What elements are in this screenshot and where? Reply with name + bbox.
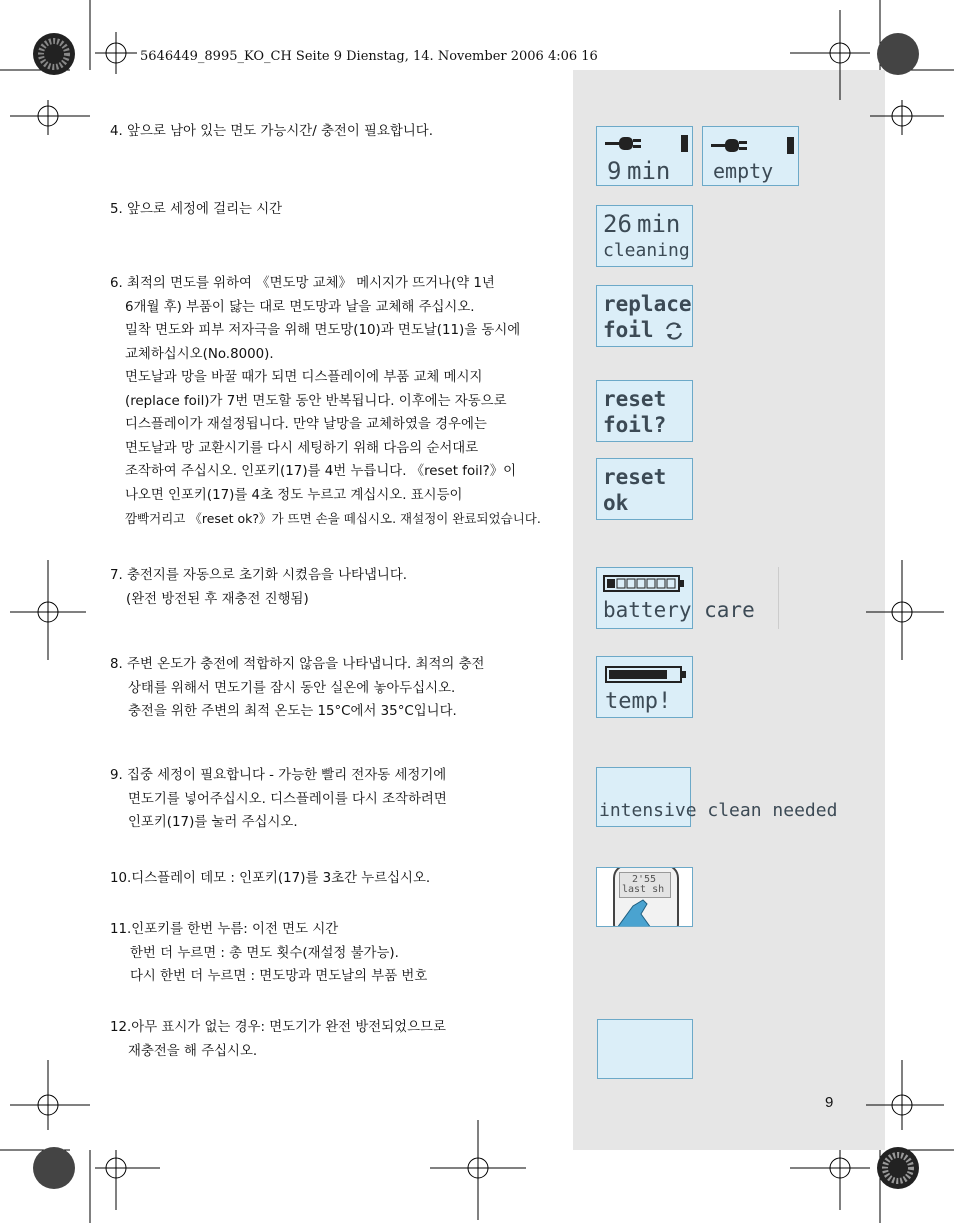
- lcd-9min: [596, 126, 693, 186]
- item-12: [110, 1016, 446, 1063]
- item-6: [110, 272, 541, 531]
- item-6-line: 6. 최적의 면도를 위하여 《면도망 교체》 메시지가 뜨거나(약 1년: [110, 276, 495, 291]
- item-8-line: 충전을 위한 주변의 최적 온도는 15°C에서 35°C입니다.: [128, 704, 457, 719]
- item-11-line: 다시 한번 더 누르면 : 면도망과 면도날의 부품 번호: [130, 969, 428, 984]
- item-12-line: 12.아무 표시가 없는 경우: 면도기가 완전 방전되었으므로: [110, 1020, 446, 1035]
- lcd-unit: min: [637, 210, 681, 238]
- item-5-line: 5. 앞으로 세정에 걸리는 시간: [110, 202, 283, 217]
- item-9: [110, 764, 447, 835]
- lcd-value: 9: [607, 157, 622, 185]
- item-6-line: 디스플레이가 재설정됩니다. 만약 날망을 교체하였을 경우에는: [125, 417, 487, 432]
- item-7-line: 7. 충전지를 자동으로 초기화 시켰음을 나타냅니다.: [110, 568, 408, 583]
- item-10-line: 10.디스플레이 데모 : 인포키(17)를 3초간 누르십시오.: [110, 871, 431, 886]
- battery-icon: [603, 574, 687, 594]
- lcd-text: foil?: [603, 413, 667, 437]
- item-10: [110, 867, 430, 891]
- item-11: [110, 918, 427, 989]
- plug-icon: [711, 135, 795, 157]
- lcd-text: temp!: [605, 689, 672, 714]
- item-6-line: 면도날과 망 교환시기를 다시 세팅하기 위해 다음의 순서대로: [125, 440, 479, 456]
- lcd-text: last sh: [622, 884, 665, 895]
- lcd-reset-foil: [596, 380, 693, 442]
- item-8-line: 8. 주변 온도가 충전에 적합하지 않음을 나타냅니다. 최적의 충전: [110, 657, 485, 672]
- print-header: 5646449_8995_KO_CH Seite 9 Dienstag, 14. November 2006 4:06 16: [140, 49, 598, 64]
- lcd-value: 26: [603, 210, 632, 238]
- lcd-text: replace: [603, 292, 692, 316]
- lcd-temp: [596, 656, 693, 718]
- lcd-blank: [597, 1019, 693, 1079]
- lcd-text: reset: [603, 465, 667, 489]
- lcd-empty: [702, 126, 799, 186]
- item-5: [110, 198, 282, 222]
- item-6-line: 깜빡거리고 《reset ok?》가 뜨면 손을 떼십시오. 재설정이 완료되었습니다.: [125, 511, 541, 526]
- refresh-icon: [663, 320, 685, 342]
- item-8-line: 상태를 위해서 면도기를 잠시 동안 실온에 놓아두십시오.: [128, 680, 456, 696]
- item-6-line: 조작하여 주십시오. 인포키(17)를 4번 누릅니다. 《reset foil?》이: [125, 464, 517, 479]
- lcd-cleaning: [596, 205, 693, 267]
- item-6-line: 6개월 후) 부품이 닳는 대로 면도망과 날을 교체해 주십시오.: [125, 299, 475, 315]
- lcd-text: battery care: [603, 598, 755, 622]
- lcd-reset-ok: [596, 458, 693, 520]
- item-6-line: 교체하십시오(No.8000).: [125, 346, 274, 362]
- lcd-unit: min: [627, 157, 671, 185]
- lcd-text: cleaning: [603, 240, 690, 261]
- lcd-text: empty: [713, 159, 774, 183]
- lcd-text: intensive clean needed: [599, 800, 838, 821]
- plug-icon: [605, 133, 689, 155]
- item-6-line: 면도날과 망을 바꿀 때가 되면 디스플레이에 부품 교체 메시지: [125, 370, 483, 385]
- item-6-line: 나오면 인포키(17)를 4초 정도 누르고 계십시오. 표시등이: [125, 487, 463, 503]
- lcd-text: foil: [603, 318, 654, 342]
- item-9-line: 9. 집중 세정이 필요합니다 - 가능한 빨리 전자동 세정기에: [110, 768, 447, 783]
- lcd-battery-care: [596, 567, 755, 629]
- battery-icon: [605, 665, 689, 685]
- item-6-line: (replace foil)가 7번 면도할 동안 반복됩니다. 이후에는 자동으로: [125, 393, 507, 409]
- item-4-line: 4. 앞으로 남아 있는 면도 가능시간/ 충전이 필요합니다.: [110, 124, 433, 139]
- item-11-line: 11.인포키를 한번 누름: 이전 면도 시간: [110, 922, 339, 937]
- lcd-text: ok: [603, 491, 629, 515]
- page-number: 9: [825, 1094, 834, 1111]
- item-9-line: 면도기를 넣어주십시오. 디스플레이를 다시 조작하려면: [128, 791, 447, 807]
- lcd-replace-foil: [596, 285, 693, 347]
- item-7: [110, 564, 407, 611]
- item-9-line: 인포키(17)를 눌러 주십시오.: [128, 815, 298, 830]
- divider: [778, 567, 779, 629]
- lcd-demo: [596, 867, 693, 927]
- item-11-line: 한번 더 누르면 : 총 면도 횟수(재설정 불가능).: [130, 945, 399, 961]
- item-12-line: 재충전을 해 주십시오.: [128, 1043, 258, 1059]
- item-7-line: (완전 방전된 후 재충전 진행됨): [126, 591, 309, 607]
- lcd-text: reset: [603, 387, 667, 411]
- item-4: [110, 120, 433, 144]
- item-8: [110, 653, 484, 724]
- item-6-line: 밀착 면도와 피부 저자극을 위해 면도망(10)과 면도날(11)을 동시에: [125, 323, 521, 338]
- hand-pressing-icon: [611, 894, 661, 927]
- lcd-intensive: [596, 767, 838, 827]
- lcd-text: 2'55: [632, 874, 657, 885]
